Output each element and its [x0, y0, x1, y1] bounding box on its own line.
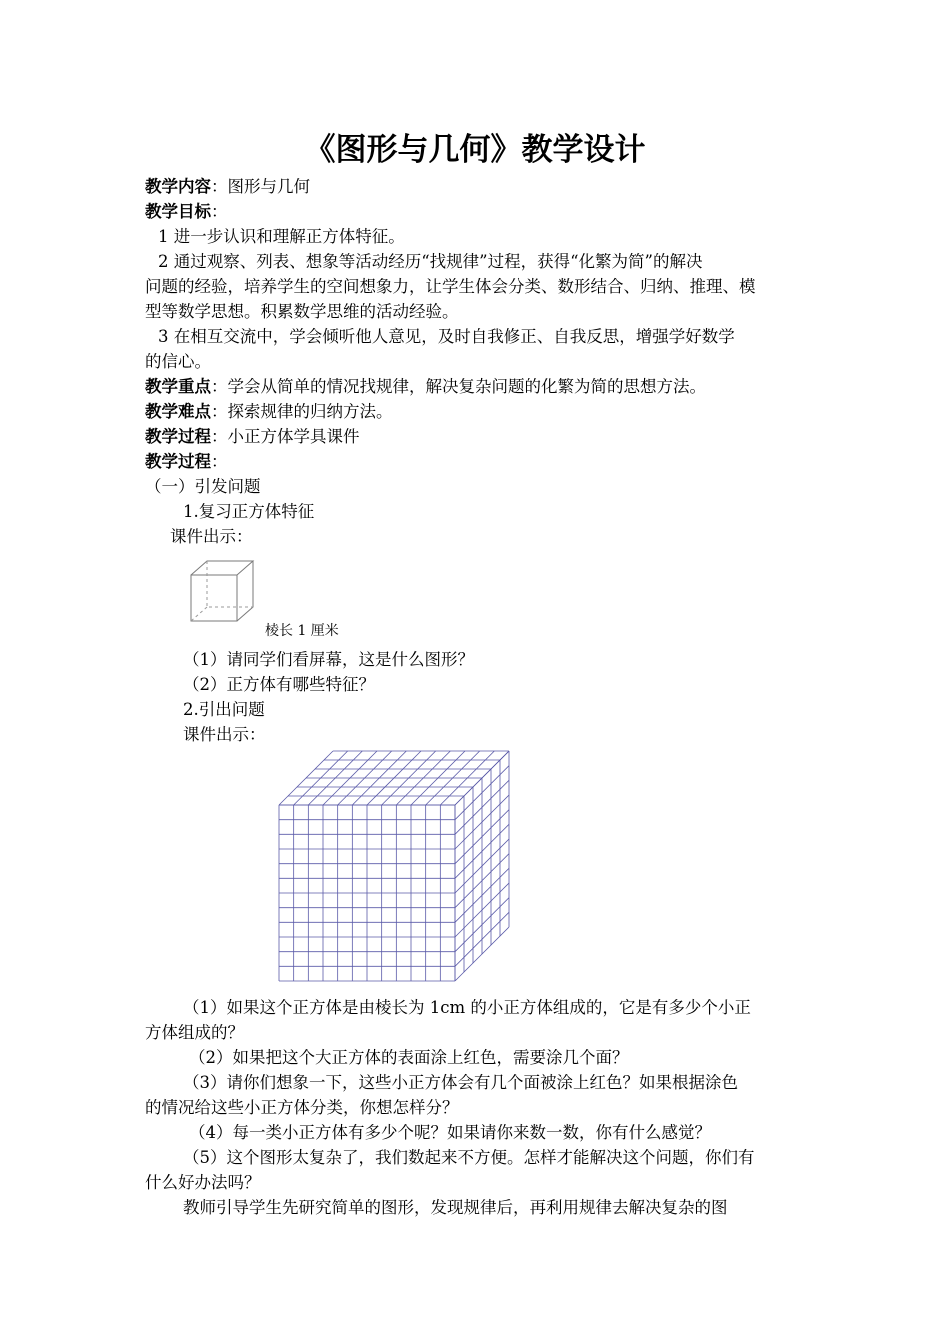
grid-cube-figure	[276, 748, 516, 988]
question-line: 方体组成的？	[145, 1023, 244, 1042]
process-label: 教学过程	[145, 452, 211, 471]
teaching-content-text: ：图形与几何	[211, 177, 310, 196]
key-point-text: ：学会从简单的情况找规律，解决复杂问题的化繁为简的思想方法。	[211, 377, 706, 396]
goal-line: 问题的经验，培养学生的空间想象力，让学生体会分类、数形结合、归纳、推理、模	[145, 277, 756, 296]
courseware-label: 课件出示：	[183, 725, 266, 744]
teaching-goals-line	[145, 200, 228, 224]
goal-line: 型等数学思想。积累数学思维的活动经验。	[145, 302, 459, 321]
question-line: （4）每一类小正方体有多少个呢？如果请你来数一数，你有什么感觉？	[189, 1123, 711, 1142]
question-line: 什么好办法吗？	[145, 1173, 261, 1192]
small-cube-solid-edges	[191, 561, 253, 621]
difficulty-label: 教学难点	[145, 402, 211, 421]
tools-line	[145, 425, 360, 449]
goal-line: 2 通过观察、列表、想象等活动经历“找规律”过程，获得“化繁为简”的解决	[158, 252, 703, 271]
question-line: （2）正方体有哪些特征？	[183, 675, 375, 694]
difficulty-text: ：探索规律的归纳方法。	[211, 402, 393, 421]
question-line: （5）这个图形太复杂了，我们数起来不方便。怎样才能解决这个问题，你们有	[183, 1148, 755, 1167]
question-line: 的情况给这些小正方体分类，你想怎样分？	[145, 1098, 459, 1117]
goal-line: 3 在相互交流中，学会倾听他人意见，及时自我修正、自我反思，增强学好数学	[158, 327, 735, 346]
goal-line: 的信心。	[145, 352, 211, 371]
teaching-content-line	[145, 175, 310, 199]
question-line: （2）如果把这个大正方体的表面涂上红色，需要涂几个面？	[189, 1048, 629, 1067]
difficulty-line	[145, 400, 393, 424]
question-line: （1）请同学们看屏幕，这是什么图形？	[183, 650, 474, 669]
question-line: （1）如果这个正方体是由棱长为 1cm 的小正方体组成的，它是有多少个小正	[183, 998, 751, 1017]
goal-line: 1 进一步认识和理解正方体特征。	[158, 227, 405, 246]
small-cube-caption: 棱长 1 厘米	[265, 623, 339, 639]
question-line: 教师引导学生先研究简单的图形，发现规律后，再利用规律去解决复杂的图	[183, 1198, 728, 1217]
grid-cube-lines	[279, 751, 509, 981]
page-title: 《图形与几何》教学设计	[304, 132, 646, 168]
review-heading: 1.复习正方体特征	[183, 502, 315, 521]
teaching-goals-label: 教学目标	[145, 202, 211, 221]
tools-label: 教学过程	[145, 427, 211, 446]
problem-heading: 2.引出问题	[183, 700, 265, 719]
section-heading: （一）引发问题	[145, 477, 261, 496]
small-cube-figure	[188, 558, 258, 628]
question-line: （3）请你们想象一下，这些小正方体会有几个面被涂上红色？如果根据涂色	[183, 1073, 738, 1092]
process-line	[145, 450, 228, 474]
key-point-label: 教学重点	[145, 377, 211, 396]
courseware-label: 课件出示：	[170, 527, 253, 546]
process-colon: ：	[211, 452, 228, 471]
teaching-goals-colon: ：	[211, 202, 228, 221]
tools-text: ：小正方体学具课件	[211, 427, 360, 446]
small-cube-hidden-edges	[191, 561, 253, 621]
key-point-line	[145, 375, 706, 399]
teaching-content-label: 教学内容	[145, 177, 211, 196]
